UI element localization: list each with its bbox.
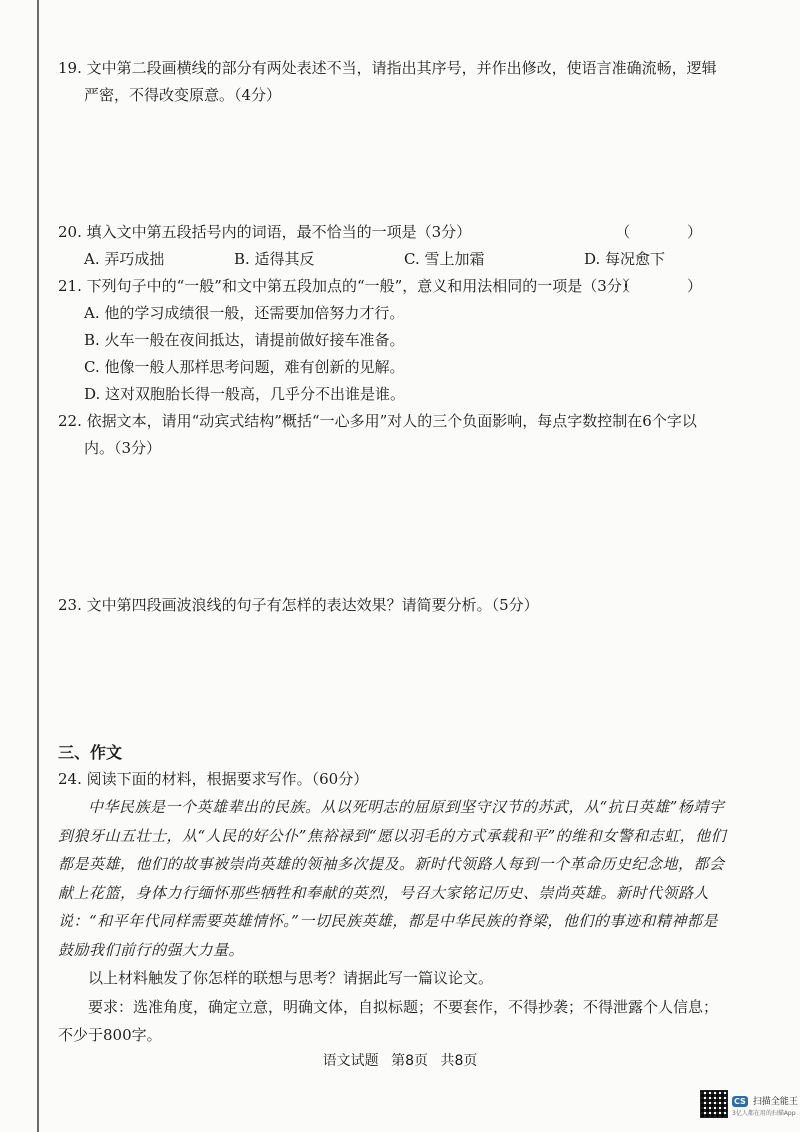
q20-option-c: C. 雪上加霜 [404,250,485,268]
q24-prompt: 以上材料触发了你怎样的联想与思考？请据此写一篇议论文。 [88,969,494,987]
q20-option-b: B. 适得其反 [234,250,315,268]
q20-answer-bracket: （ ） [615,223,728,241]
footer-page-number: 第8页 [391,1053,428,1069]
page-footer [0,1050,800,1070]
question-23 [58,592,748,619]
answer-space-19 [58,109,748,219]
q20-stem: 20. 填入文中第五段括号内的词语，最不恰当的一项是（3分） [58,223,472,241]
question-24 [58,766,748,1050]
q22-line-2: 内。（3分） [84,439,162,457]
q23-stem: 23. 文中第四段画波浪线的句子有怎样的表达效果？请简要分析。（5分） [58,596,539,614]
answer-space-22 [58,462,748,592]
watermark-app-name: 扫描全能王 [752,1097,798,1107]
binding-margin-line [37,0,39,1132]
question-22 [58,408,748,462]
q21-option-d: D. 这对双胞胎长得一般高，几乎分不出谁是谁。 [84,385,406,403]
answer-space-23 [58,619,748,739]
q22-line-1: 22. 依据文本，请用“动宾式结构”概括“一心多用”对人的三个负面影响，每点字数控制在6个字以 [58,412,697,430]
q24-requirements: 要求：选准角度，确定立意，明确文体，自拟标题；不要套作，不得抄袭；不得泄露个人信息；不少于800字。 [58,997,719,1044]
q21-option-a: A. 他的学习成绩很一般，还需要加倍努力才行。 [84,304,405,322]
question-21 [58,273,748,408]
footer-total-pages: 共8页 [440,1053,478,1069]
q24-stem: 24. 阅读下面的材料，根据要求写作。（60分） [58,770,369,788]
q19-line-1: 19. 文中第二段画横线的部分有两处表述不当，请指出其序号，并作出修改，使语言准确流畅，逻辑 [58,59,717,77]
q21-stem: 21. 下列句子中的“一般”和文中第五段加点的“一般”，意义和用法相同的一项是（3分） [58,277,637,295]
section-heading-composition: 三、作文 [58,743,123,762]
question-20 [58,219,748,273]
q20-option-d: D. 每况愈下 [584,250,666,268]
q21-option-c: C. 他像一般人那样思考问题，难有创新的见解。 [84,358,405,376]
q20-options [58,246,748,273]
footer-subject: 语文试题 [322,1053,379,1069]
camscanner-logo-icon: CS [734,1097,746,1106]
watermark-tagline: 3亿人都在用的扫描App [732,1110,796,1117]
q19-line-2: 严密，不得改变原意。（4分） [84,86,282,104]
exam-page [58,55,748,1050]
question-19 [58,55,748,109]
scanner-watermark [700,1085,800,1123]
q21-answer-bracket: （ ） [615,277,728,295]
q21-option-b: B. 火车一般在夜间抵达，请提前做好接车准备。 [84,331,405,349]
q24-material: 中华民族是一个英雄辈出的民族。从以死明志的屈原到坚守汉节的苏武，从“抗日英雄”杨靖宇到狼牙山五壮士，从“人民的好公仆”焦裕禄到“愿以羽毛的方式承载和平”的维和女警和志虹，他们都是英雄，他们的故事被崇尚英雄的领袖多次提及。新时代领路人每到一个革命历史纪念地，都会献上花篮，身体力行缅怀那些牺牲和奉献的英烈，号召大家铭记历史、崇尚英雄。新时代领路人说：“和平年代同样需要英雄情怀。”一切民族英雄，都是中华民族的脊梁，他们的事迹和精神都是鼓励我们前行的强大力量。 [58,798,727,959]
qr-code-icon [700,1090,728,1118]
q20-option-a: A. 弄巧成拙 [84,250,165,268]
